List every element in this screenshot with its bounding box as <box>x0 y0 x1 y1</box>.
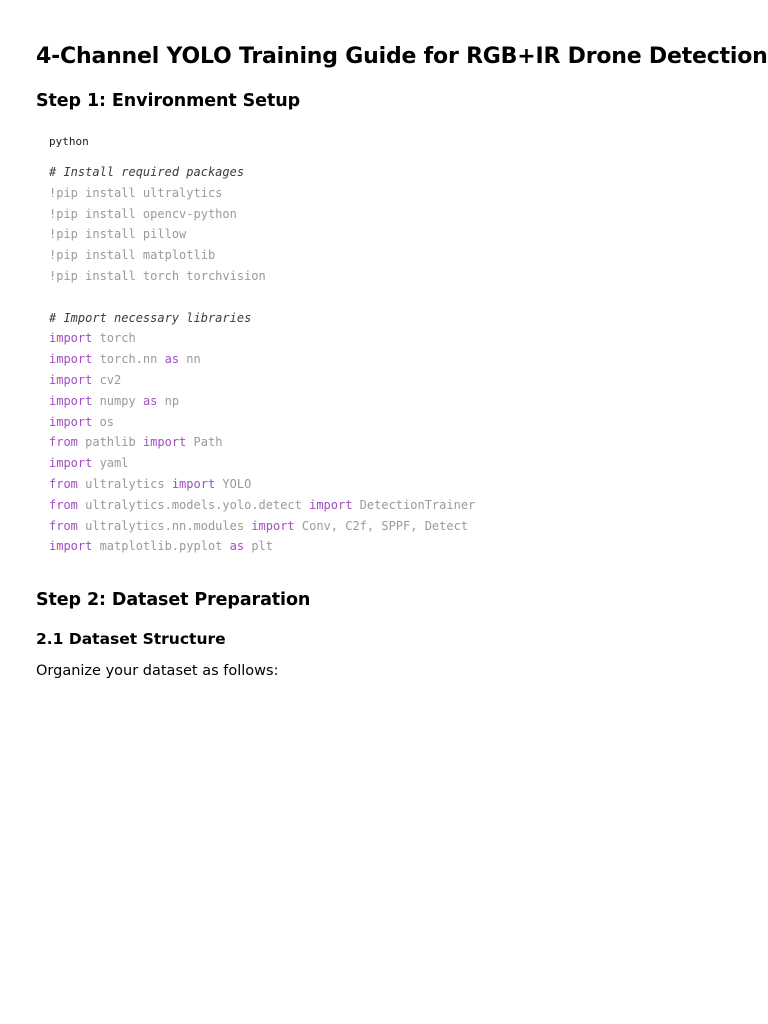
page-title: 4-Channel YOLO Training Guide for RGB+IR Drone Detection <box>36 44 768 69</box>
code-line <box>49 495 475 516</box>
code-keyword: import <box>49 393 93 408</box>
code-text: DetectionTrainer <box>352 497 476 512</box>
code-line <box>49 162 475 183</box>
code-line <box>49 328 475 349</box>
code-text: torch <box>92 331 136 346</box>
code-line <box>49 412 475 433</box>
code-text: Path <box>186 435 223 450</box>
code-text: ultralytics <box>77 476 172 491</box>
code-block <box>36 128 732 568</box>
section-heading-dataset-preparation: Step 2: Dataset Preparation <box>36 590 311 610</box>
subsection-heading-dataset-structure: 2.1 Dataset Structure <box>36 630 226 648</box>
code-text: nn <box>179 352 201 367</box>
code-keyword: import <box>142 435 187 450</box>
code-keyword: import <box>171 476 216 491</box>
code-keyword: as <box>142 393 158 408</box>
code-keyword: import <box>49 352 93 367</box>
code-keyword: as <box>229 539 245 554</box>
code-line <box>49 204 475 225</box>
code-line <box>49 224 475 245</box>
code-text: plt <box>244 539 273 554</box>
code-keyword: import <box>49 456 93 471</box>
code-language-label: python <box>49 135 89 148</box>
code-line <box>49 308 475 329</box>
code-text: np <box>157 393 180 408</box>
code-keyword: from <box>49 476 78 491</box>
code-line <box>49 370 475 391</box>
code-line <box>49 349 475 370</box>
code-text: Conv, C2f, SPPF, Detect <box>294 518 469 533</box>
code-text: os <box>92 414 115 429</box>
code-keyword: from <box>49 518 78 533</box>
code-text: ultralytics.nn.modules <box>77 518 252 533</box>
code-keyword: import <box>309 497 353 512</box>
code-text: yaml <box>92 456 129 471</box>
code-line <box>49 391 475 412</box>
section-heading-environment-setup: Step 1: Environment Setup <box>36 91 300 111</box>
code-lines <box>49 162 475 557</box>
code-line <box>49 287 475 308</box>
code-text: ultralytics.models.yolo.detect <box>77 497 310 512</box>
code-line <box>49 432 475 453</box>
code-keyword: from <box>49 497 78 512</box>
code-line <box>49 453 475 474</box>
code-text: cv2 <box>92 372 122 387</box>
code-line <box>49 183 475 204</box>
code-comment: # Import necessary libraries <box>49 310 252 325</box>
code-text: numpy <box>92 393 143 408</box>
code-keyword: import <box>251 518 295 533</box>
code-keyword: import <box>49 331 93 346</box>
code-text: !pip install ultralytics <box>49 185 223 200</box>
code-keyword: import <box>49 372 93 387</box>
code-comment: # Install required packages <box>49 165 245 179</box>
code-keyword: import <box>49 539 93 554</box>
code-text: pathlib <box>77 435 143 450</box>
code-keyword: as <box>164 352 180 367</box>
code-keyword: import <box>49 414 93 429</box>
code-text: matplotlib.pyplot <box>92 539 230 554</box>
code-line <box>49 516 475 537</box>
code-text: torch.nn <box>92 352 165 367</box>
code-line <box>49 474 475 495</box>
code-line <box>49 536 475 557</box>
code-text: !pip install torch torchvision <box>49 268 266 283</box>
paragraph-organize-dataset: Organize your dataset as follows: <box>36 663 279 679</box>
code-line <box>49 266 475 287</box>
code-text: !pip install pillow <box>49 227 187 242</box>
code-line <box>49 245 475 266</box>
code-text: YOLO <box>215 476 252 491</box>
code-keyword: from <box>49 435 78 450</box>
code-text: !pip install opencv-python <box>49 206 237 221</box>
code-text: !pip install matplotlib <box>49 248 216 263</box>
